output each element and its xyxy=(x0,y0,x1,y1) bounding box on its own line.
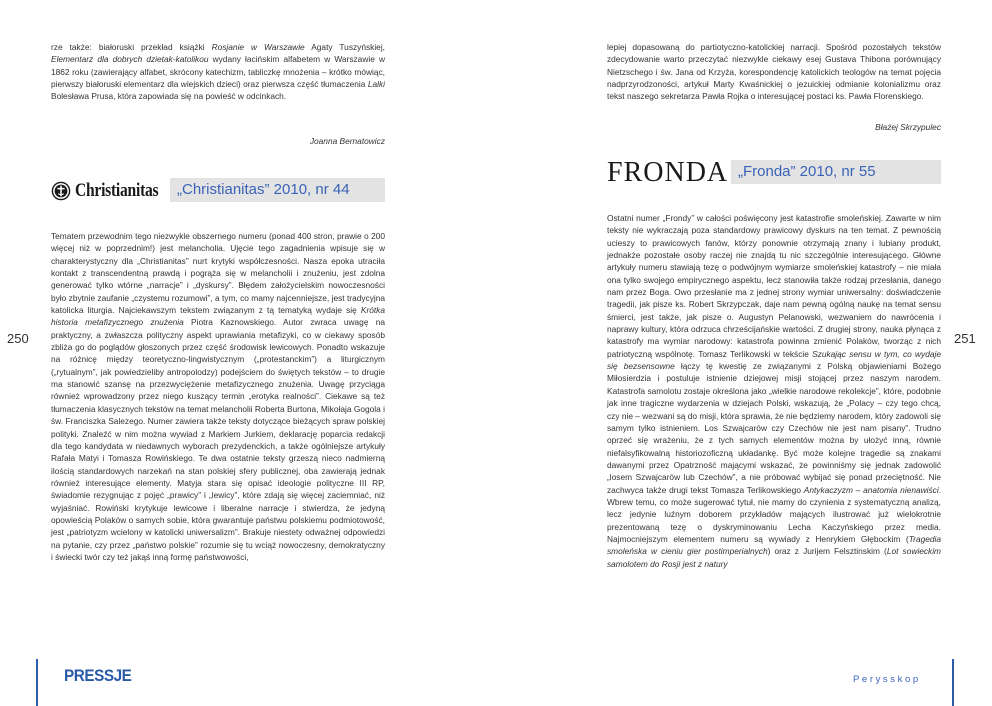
magazine-issue-title: „Christianitas” 2010, nr 44 xyxy=(170,178,385,202)
review-signature: Błażej Skrzypulec xyxy=(875,122,941,132)
continued-review-text: lepiej dopasowaną do partiotyczno-katolickiej narracji. Spośród pozostałych tekstów zdecydowanie warto przeczytać niezwykle ciekawy esej Gustava Thibona porównujący Nietzschego i św. Jana od Krzyża, korespondencję katolickich teologów na temat pojęcia nadprzyrodzoności, artykuł Marty Kwaśnickiej o jezuickiej odmianie kolonializmu oraz tekst naszego sekretarza Pawła Rojka o interesującej postaci ks. Pawła Florenskiego. xyxy=(607,42,941,102)
magazine-issue-title: „Fronda” 2010, nr 55 xyxy=(731,160,941,184)
review-body: Ostatni numer „Frondy” w całości poświęcony jest katastrofie smoleńskiej. Zawarte w nim teksty nie wykraczają poza standardowy prawicowy dyskurs na ten temat. Z pewnością ucieszy to prawicowych fanów, którzy ponownie otrzymają znany i lubiany produkt, jednakże pozostałe osoby raczej nie znajdą tu nic szczególnie interesującego. Główne artykuły numeru stawiają tezę o podwójnym wymiarze smoleńskiej katastrofy – nie miała ona tylko swojego empirycznego aspektu, lecz stanowiła także rodzaj przesłania, danego nam przez Boga. Owo przesłanie ma z jednej strony wymiar uniwersalny: doświadczenie tragedii, jak pisze ks. Robert Skrzypczak, daje nam pewną ogólną naukę na temat sensu śmierci, jest także, jak pisze o. Augustyn Pelanowski, wezwaniem do nawrócenia i naprawy kultury, która odrzuca chrześcijańskie wartości. Z drugiej strony, nauka płynąca z katastrofy ma wymiar narodowy: katastrofa powinna zmienić Polaków, tworząc z nich patriotyczną wspólnotę. Tomasz Terlikowski w tekście Szukając sensu w tym, co wydaje się bezsensowne łączy tę kwestię ze związanymi z Polską objawieniami Bożego Miłosierdzia i postuluje istnienie dziejowej misji stojącej przez naszym narodem. Katastrofa samolotu zostaje określona jako „wielkie narodowe rekolekcje”, które, podobnie jak inne tragiczne wydarzenia w dziejach Polski, wskazują, że „Polacy – czy tego chcą, czy nie – wezwani są do misji, która sprawia, że nie będziemy narodem, który zadowoli się samym tylko istnieniem. Los Szwajcarów czy Czechów nie jest nam pisany”. Trudno oprzeć się wrażeniu, że z tych samych elementów można by ułożyć inną, równie niefalsyfikowalną historiozoficzną układankę. Być może kolejne tragedie są znakami dawanymi przez Opatrzność mającymi wskazać, że powinniśmy się jednak zadowolić „losem Szwajcarów lub Czechów”, a nie próbować wybijać się ponad przeciętność. Nie zachwyca także drugi tekst Tomasza Terlikowskiego Antykaczyzm – anatomia nienawiści. Wbrew temu, co może sugerować tytuł, nie mamy do czynienia z systematyczną analizą, lecz jedynie luźnym doborem przykładów mających ilustrować już wielokrotnie prezentowaną tezę o dyskryminowaniu Lecha Kaczyńskiego przez media. Najmocniejszym elementem numeru są wywiady z Henrykiem Głębockim (Tragedia smoleńska w cieniu gier postimperialnych) oraz z Jurijem Felsztinskim (Lot sowieckim samolotem do Rosji jest z natury xyxy=(607,213,942,569)
magazine-header xyxy=(607,157,941,187)
magazine-header xyxy=(51,175,385,205)
pressje-logo: PRESSJE xyxy=(64,666,132,685)
page-number: 251 xyxy=(954,331,976,346)
footer-rule xyxy=(36,659,38,706)
review-signature: Joanna Bernatowicz xyxy=(309,136,385,146)
fronda-logo: FRONDA xyxy=(607,157,729,188)
christianitas-emblem-icon xyxy=(51,181,71,201)
right-page xyxy=(496,0,992,706)
review-body: Tematem przewodnim tego niezwykle obszernego numeru (ponad 400 stron, prawie o 200 więcej niż w poprzednim!) jest melancholia. Ujęcie tego zagadnienia wpisuje się w charakterystyczny dla „Christianitas” nurt krytyki współczesności. Nasza epoka utraciła kontakt z transcendentną prawdą i pogrąża się w melancholii i znużeniu, jest zdolna generować tylko wtórne „narracje” i „dyskursy”. Błędem założycielskim nowoczesności było zbytnie zaufanie „czystemu rozumowi”, a tym, co mamy najcenniejsze, jest tradycyjna katolicka liturgia. Najciekawszym tekstem związanym z tą tematyką wydaje się Krótka historia metafizycznego znużenia Piotra Kaznowskiego. Autor zwraca uwagę na praktyczny, a zwłaszcza polityczny aspekt uprawiania metafizyki, co w ciekawy sposób zbliża go do poglądów głoszonych przez część środowisk lewicowych. Ponadto wskazuje na różnicę między teoretyczno-lingwistycznym („protestanckim”) a liturgicznym („rytualnym”, jak powiedzieliby antropolodzy) podejściem do świętych tekstów – to drugie ma stanowić szansę na przezwyciężenie metafizycznego znużenia. Uwagę przyciąga również wprowadzony przez niego kuszący termin „erotyka realności”. Ciekawe są też tłumaczenia klasycznych tekstów na temat melancholii Roberta Burtona, Mikołaja Gogola i św. Franciszka Salezego. Numer zawiera także teksty dotyczące bieżących spraw polskiej polityki. Znaleźć w nim można wywiad z Markiem Jurkiem, deklarację poparcia redakcji dla tego kandydata w niedawnych wyborach prezydenckich, a także ogólniejsze artykuły Rafała Matyi i Tomasza Rowińskiego. Te dwa ostatnie teksty grzeszą nieco nadmierną ilością standardowych narzekań na stan polskiej sfery publicznej, oba zawierają jednak również interesujące elementy. Matyja stara się opisać ideologie polityczne III RP, świadomie rezygnując z pojęć „prawicy” i „lewicy”, które zdają się więcej zaciemniać, niż wyjaśniać. Rowiński krytykuje lewicowe i liberalne narracje i stwierdza, że jedyną opowieścią Polaków o samych sobie, która gwarantuje państwu polskiemu podmiotowość, jest „patriotyzm wcielony w katolicki uniwersalizm”. Brakuje niestety odważnej odpowiedzi na pytanie, czy przez „państwo polskie” rozumie się tu wciąż nowoczesny, demokratyczny i świecki twór czy też jakąś inną formę państwowości, xyxy=(51,231,385,562)
continued-review-text: rze także: białoruski przekład książki Rosjanie w Warszawie Agaty Tuszyńskiej, Elementarz dla dobrych dzietak-katolikou wydany łacińskim alfabetem w Warszawie w 1862 roku (zawierający alfabet, skrócony katechizm, tabliczkę mnożenia – krótko mówiąc, pierwszy białoruski elementarz dla wiejskich dzieci) oraz pierwsza część tłumaczenia Lalki Bolesława Prusa, która zapowiada się na powieść w odcinkach. xyxy=(51,42,385,102)
christianitas-wordmark: Christianitas xyxy=(75,180,159,201)
christianitas-logo xyxy=(51,178,177,204)
page-number: 250 xyxy=(7,331,29,346)
section-name: Perysskop xyxy=(853,674,921,685)
footer-rule xyxy=(952,659,954,706)
